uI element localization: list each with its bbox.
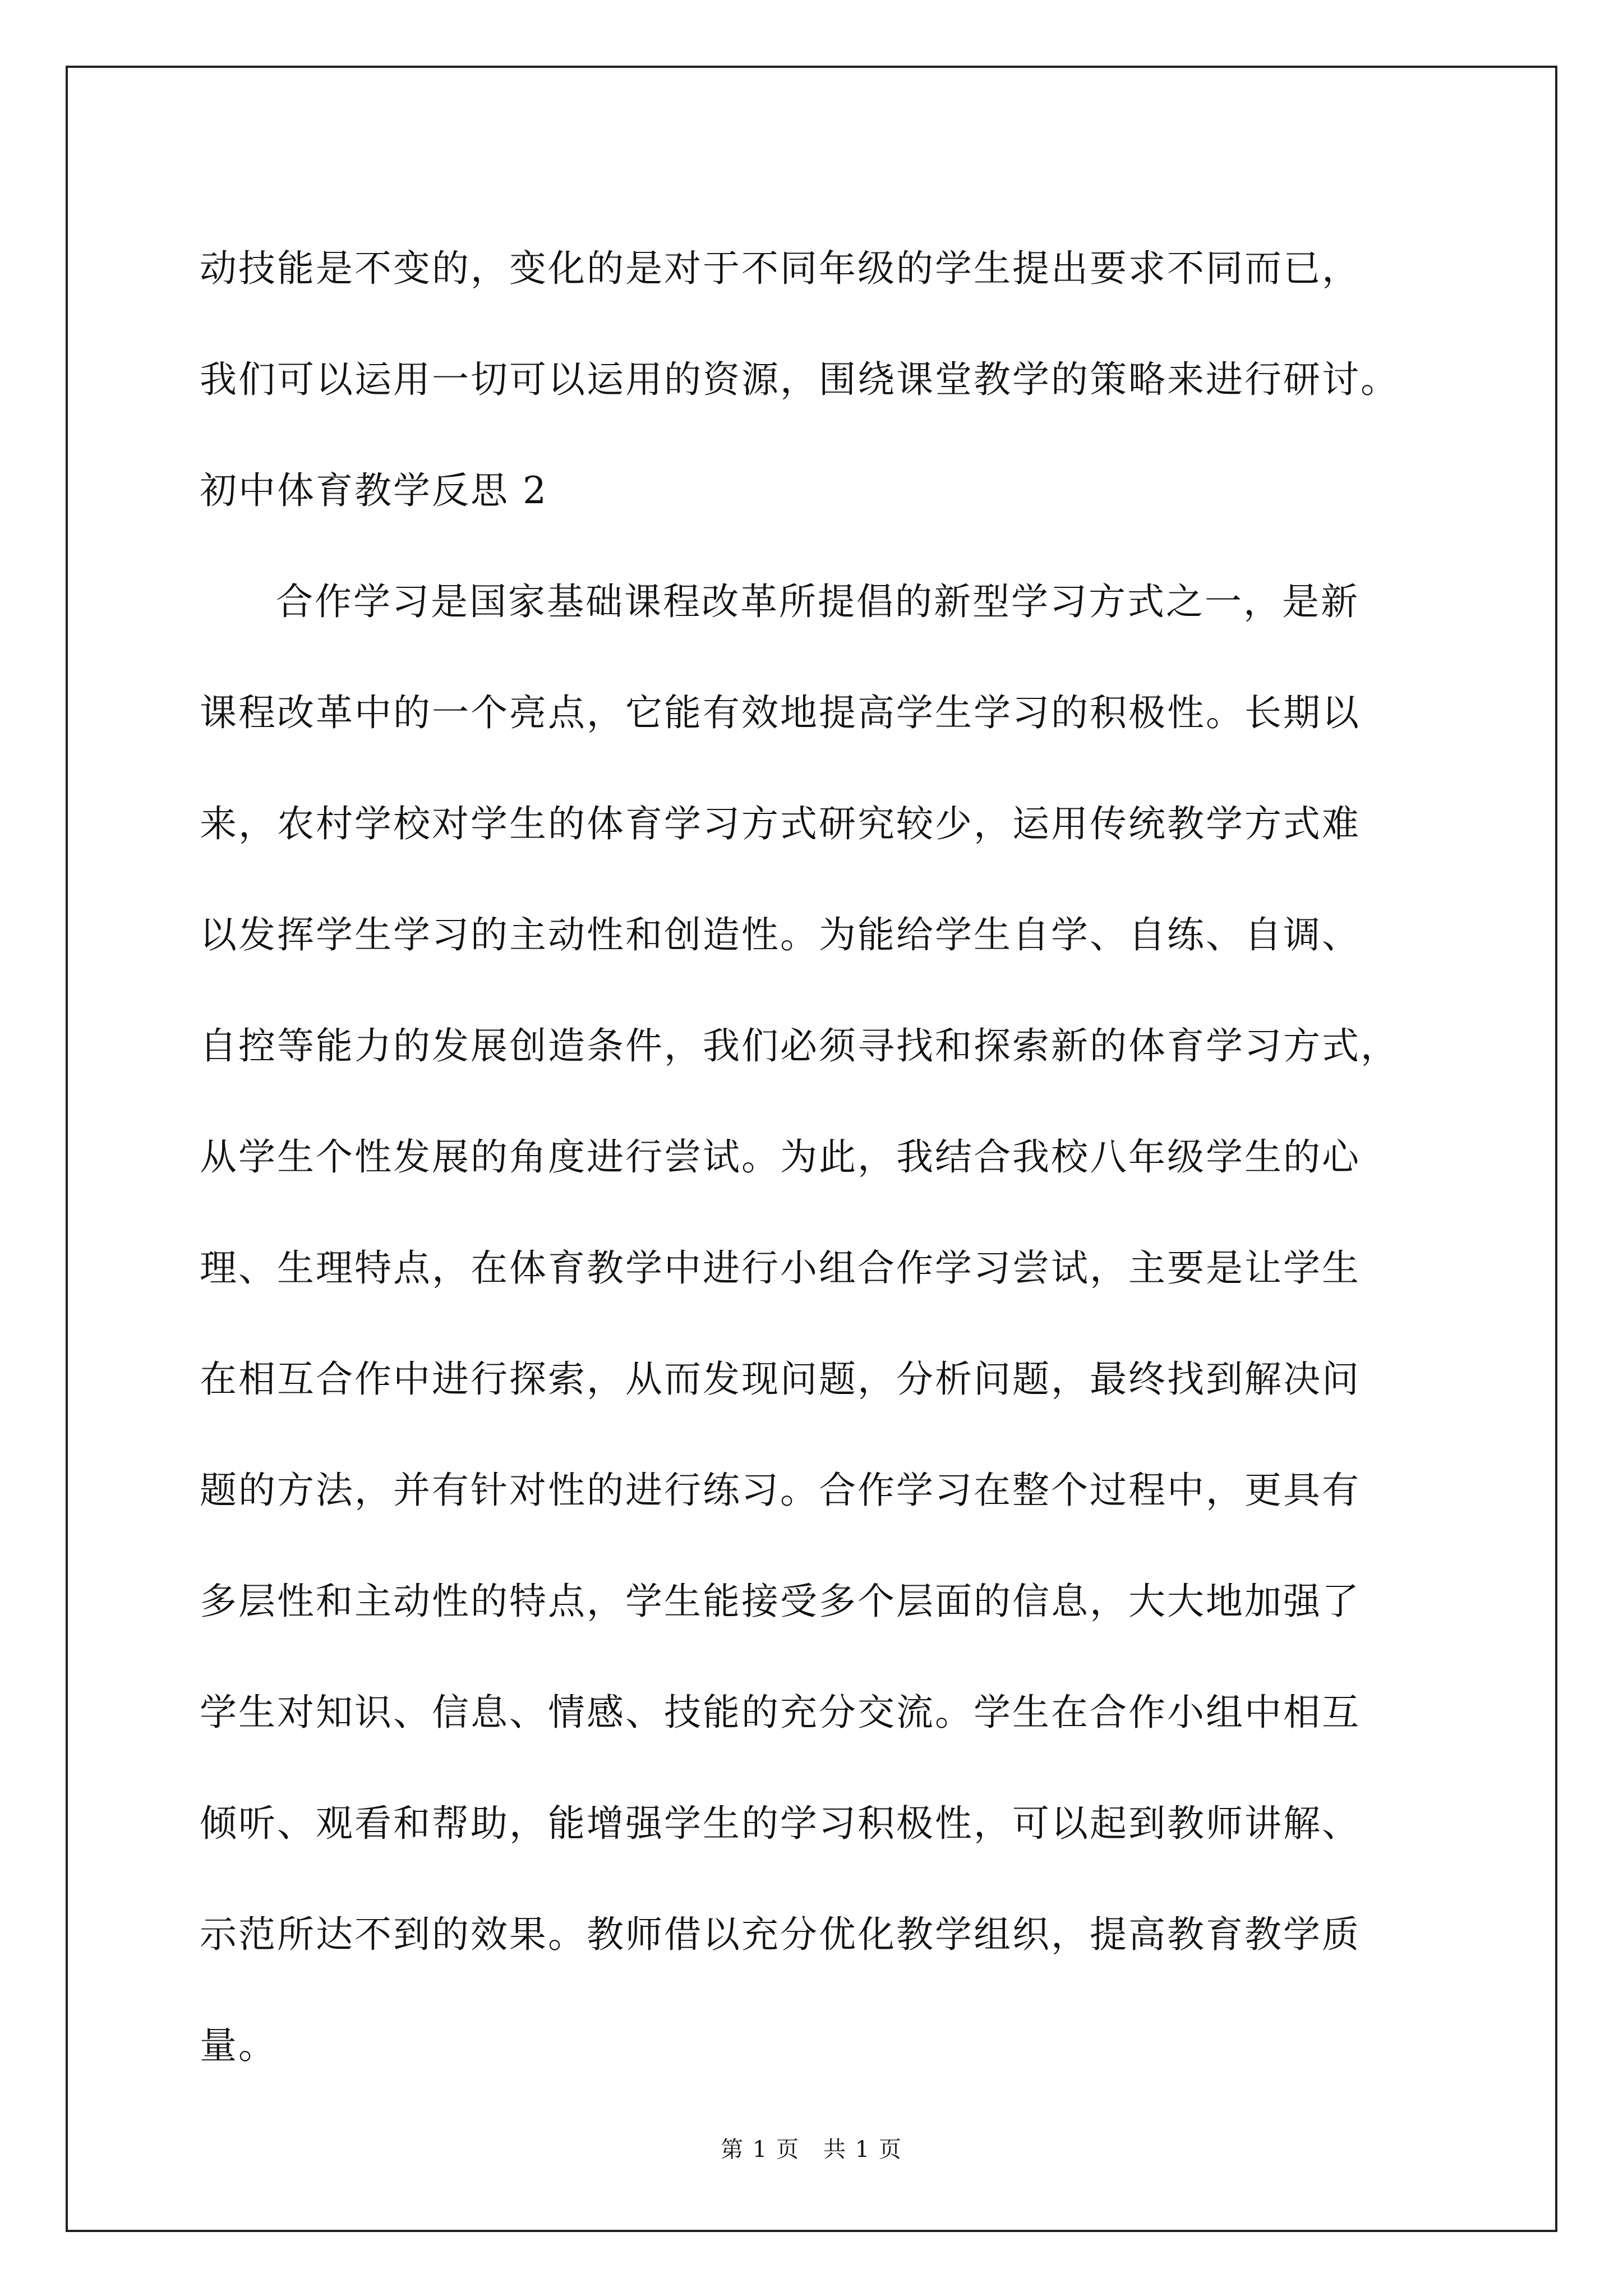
text-line: 我们可以运用一切可以运用的资源，围绕课堂教学的策略来进行研讨。 bbox=[200, 358, 1399, 401]
text-line: 以发挥学生学习的主动性和创造性。为能给学生自学、自练、自调、 bbox=[200, 913, 1361, 956]
text-line: 量。 bbox=[200, 2024, 277, 2067]
text-line: 自控等能力的发展创造条件，我们必须寻找和探索新的体育学习方式， bbox=[200, 1024, 1399, 1068]
page-number-footer: 第 1 页 共 1 页 bbox=[721, 2137, 902, 2162]
text-line: 从学生个性发展的角度进行尝试。为此，我结合我校八年级学生的心 bbox=[200, 1135, 1361, 1179]
text-line: 题的方法，并有针对性的进行练习。合作学习在整个过程中，更具有 bbox=[200, 1469, 1361, 1512]
section-heading: 初中体育教学反思 2 bbox=[200, 469, 548, 512]
text-line: 示范所达不到的效果。教师借以充分优化教学组织，提高教育教学质 bbox=[200, 1913, 1361, 1956]
paragraph-first-line: 合作学习是国家基础课程改革所提倡的新型学习方式之一，是新 bbox=[276, 580, 1359, 623]
text-line: 来，农村学校对学生的体育学习方式研究较少，运用传统教学方式难 bbox=[200, 802, 1361, 845]
text-line: 动技能是不变的，变化的是对于不同年级的学生提出要求不同而已， bbox=[200, 247, 1361, 290]
text-line: 学生对知识、信息、情感、技能的充分交流。学生在合作小组中相互 bbox=[200, 1691, 1361, 1734]
text-line: 多层性和主动性的特点，学生能接受多个层面的信息，大大地加强了 bbox=[200, 1580, 1361, 1623]
text-line: 在相互合作中进行探索，从而发现问题，分析问题，最终找到解决问 bbox=[200, 1358, 1361, 1401]
document-body bbox=[200, 213, 1433, 2101]
text-line: 倾听、观看和帮助，能增强学生的学习积极性，可以起到教师讲解、 bbox=[200, 1802, 1361, 1845]
text-line: 课程改革中的一个亮点，它能有效地提高学生学习的积极性。长期以 bbox=[200, 691, 1361, 734]
text-line: 理、生理特点，在体育教学中进行小组合作学习尝试，主要是让学生 bbox=[200, 1246, 1361, 1290]
